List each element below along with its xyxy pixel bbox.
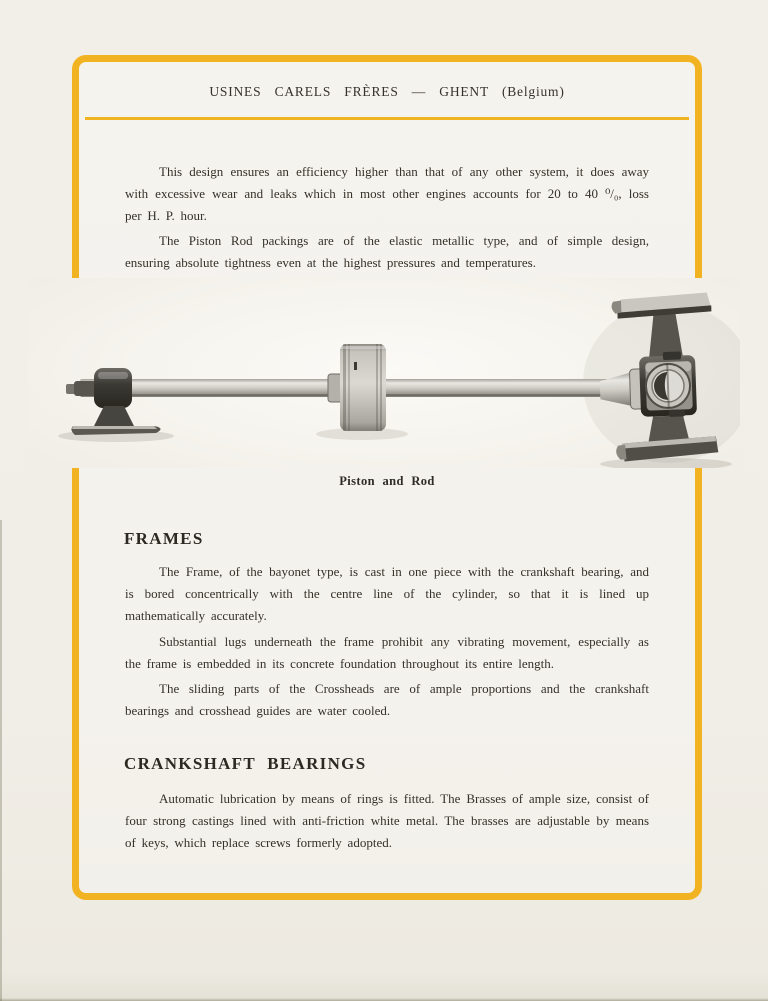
intro-paragraph-1: This design ensures an efficiency higher than that of any other system, it does away with excessive wear and leaks which in most other engines accounts for 20 to 40 ⁰/₀, loss per H. P. hour. [125,164,649,223]
header-rule [85,117,689,120]
crankshaft-section-heading: CRANKSHAFT BEARINGS [124,754,367,773]
page-header-title: USINES CARELS FRÈRES — GHENT (Belgium) [209,84,565,99]
frames-paragraph-1: The Frame, of the bayonet type, is cast in one piece with the crankshaft bearing, and is bored concentrically with the centre line of the cylinder, so that it is lined up mathematically accurately. [125,564,649,623]
scan-edge-left [0,520,2,1001]
frames-section-heading: FRAMES [124,529,204,548]
piston-drum [328,344,386,431]
frames-paragraph-2: Substantial lugs underneath the frame prohibit any vibrating movement, especially as the frame is embedded in its concrete foundation throughout its entire length. [125,634,649,671]
left-support-stand [66,368,161,435]
intro-paragraph-2: The Piston Rod packings are of the elastic metallic type, and of simple design, ensuring absolute tightness even at the highest pressures and temperatures. [125,233,649,270]
piston-rod-illustration [28,278,740,468]
piston-and-rod-photo [28,278,740,468]
frames-paragraph-3: The sliding parts of the Crossheads are of ample proportions and the crankshaft bearings and crosshead guides are water cooled. [125,681,649,718]
figure-caption: Piston and Rod [339,474,435,488]
crankshaft-paragraph-1: Automatic lubrication by means of rings is fitted. The Brasses of ample size, consist of four strong castings lined with anti-friction white metal. The brasses are adjustable by means of keys, which replace screws formerly adopted. [125,791,649,850]
